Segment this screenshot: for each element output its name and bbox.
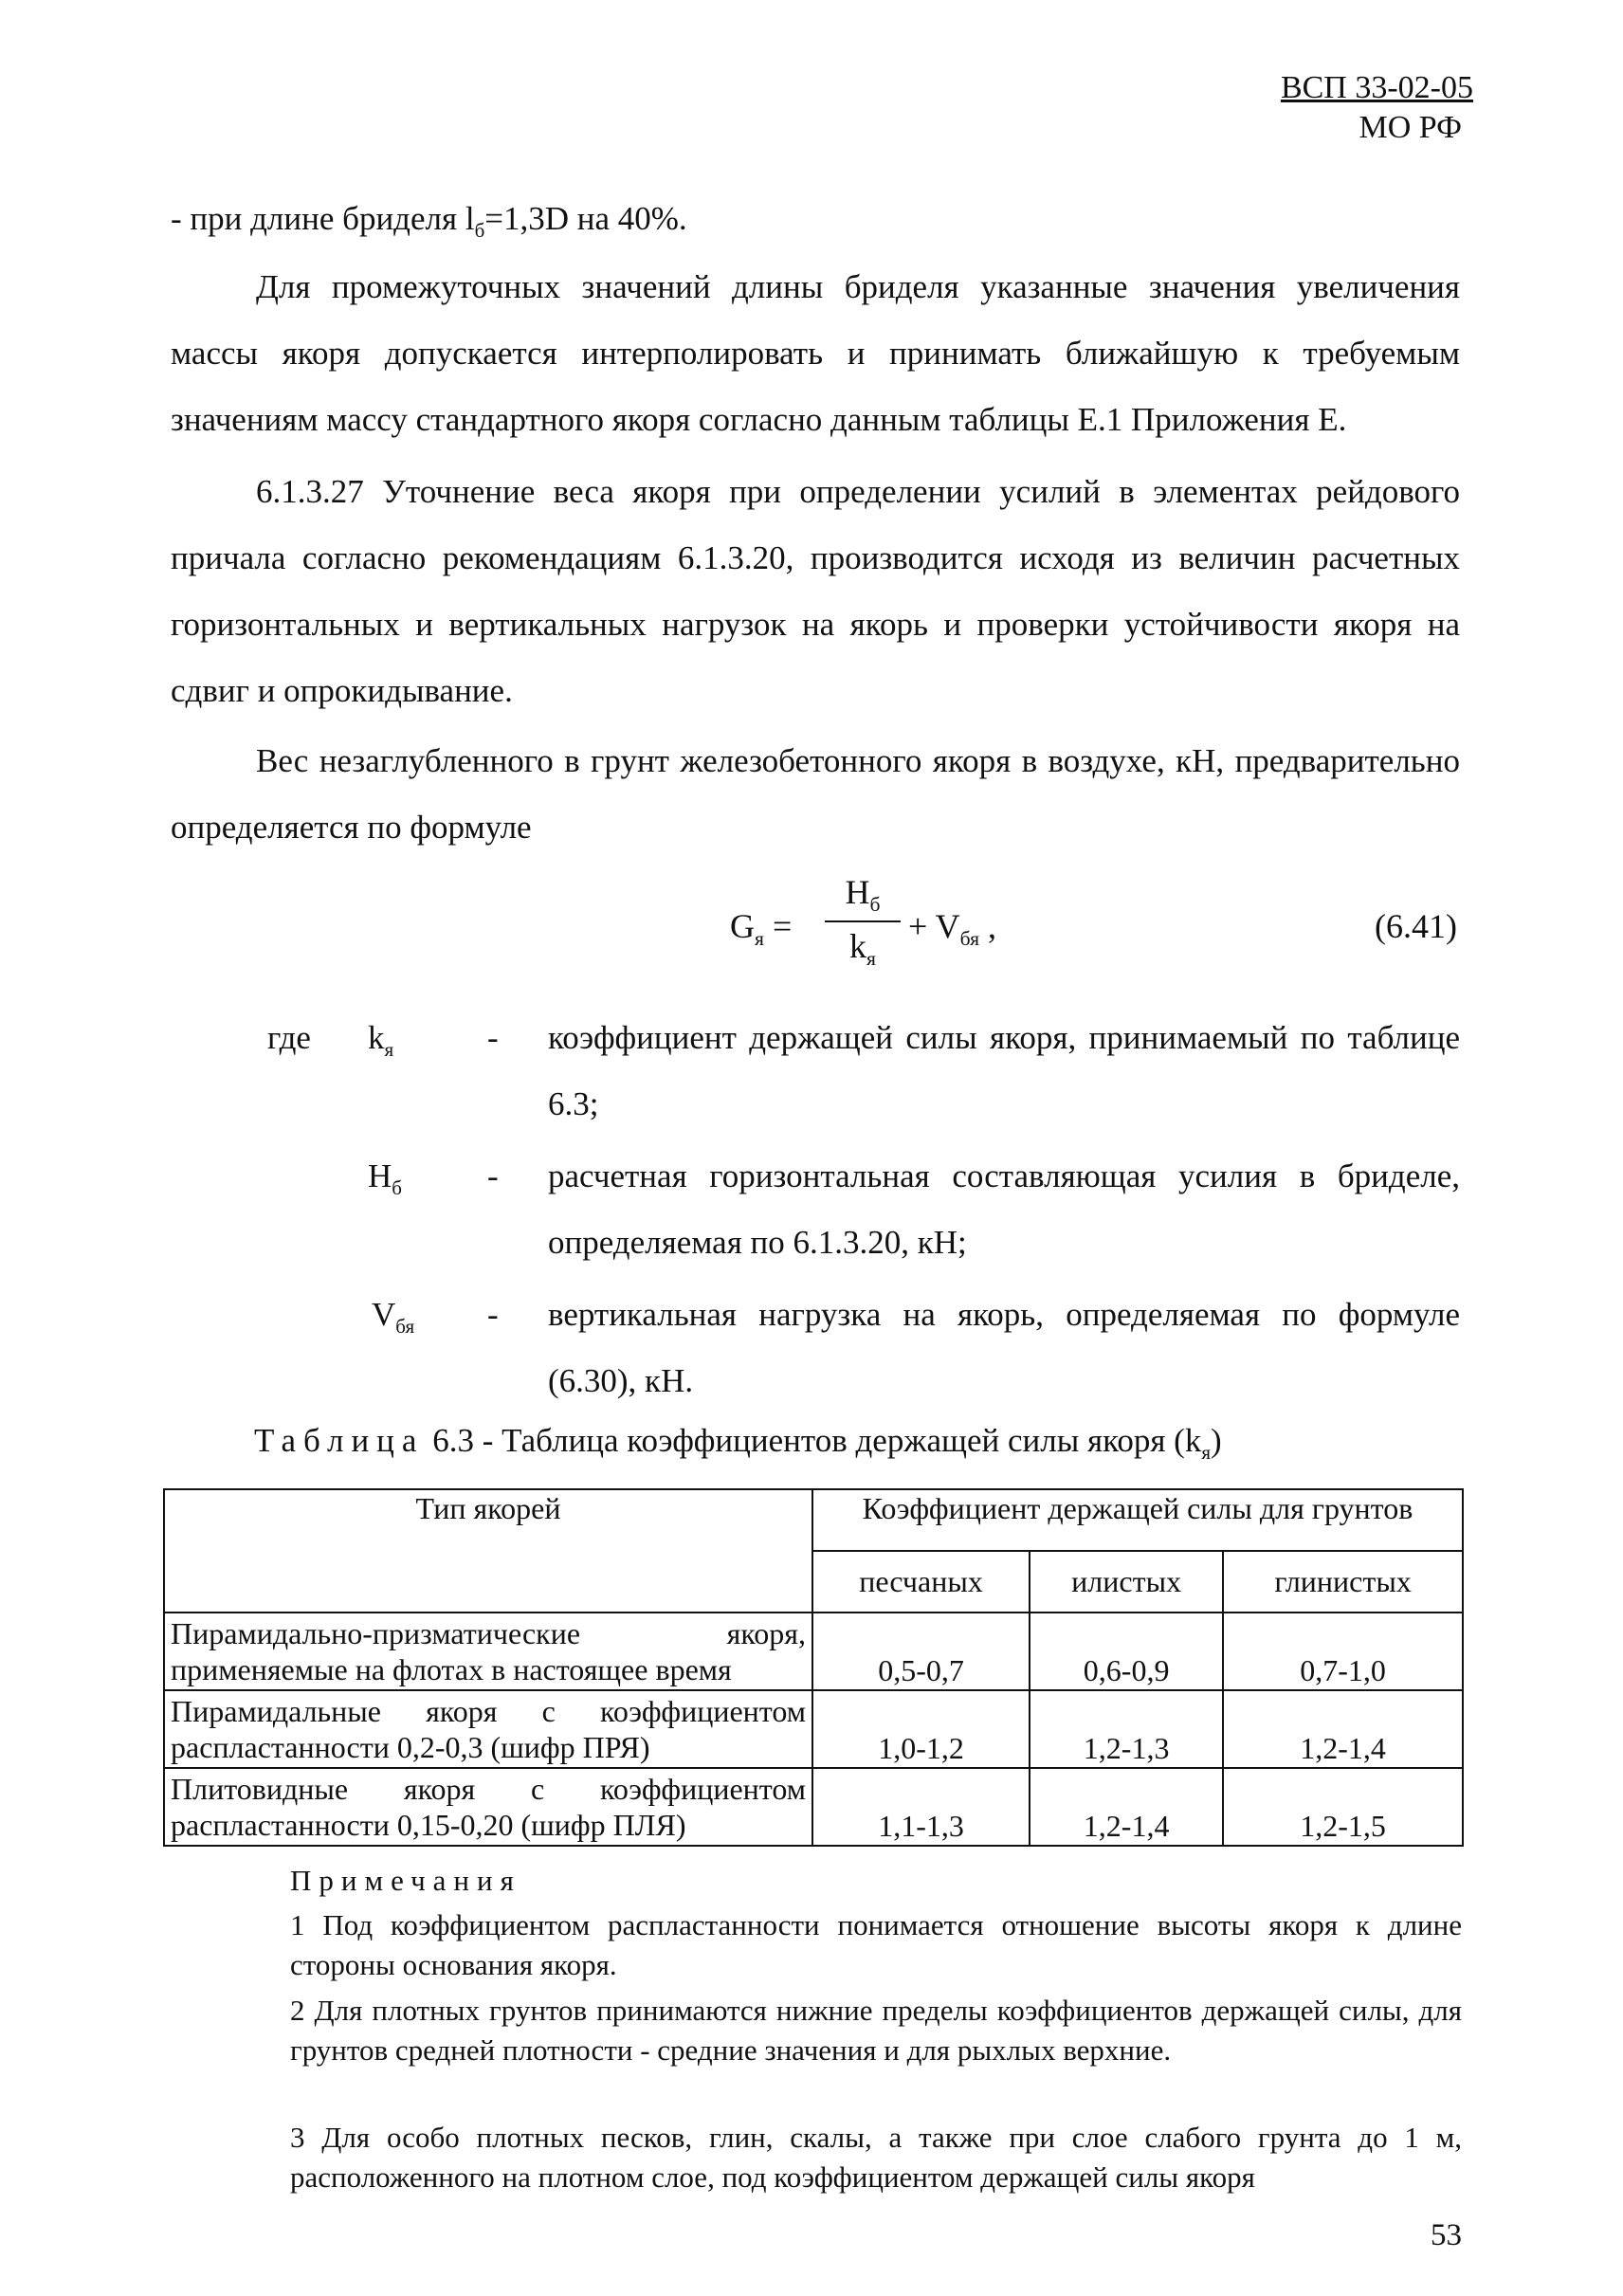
row-name: Пирамидально-призматические якоря, применяемые на флотах в настоящее время [164, 1613, 812, 1690]
header-coefficient-group: Коэффициент держащей силы для грунтов [812, 1489, 1463, 1551]
line1-text: - при длине бриделя l [171, 200, 475, 237]
anchor-coefficients-table [163, 1488, 1464, 1847]
row-name: Пирамидальные якоря с коэффициентом распластанности 0,2-0,3 (шифр ПРЯ) [164, 1690, 812, 1768]
cell-clay: 1,2-1,5 [1223, 1768, 1463, 1846]
cell-silty: 0,6-0,9 [1030, 1613, 1223, 1690]
header-anchor-type: Тип якорей [164, 1489, 812, 1613]
symbol-v: $V_{бя}$ [372, 1296, 415, 1338]
fraction-bar [825, 920, 901, 922]
table-row [164, 1768, 1463, 1846]
table-title-label: Таблица [254, 1422, 425, 1459]
formula-6-41 [730, 872, 1128, 986]
paragraph-weight-formula-intro: Вес незаглубленного в грунт железобетонного якоря в воздухе, кН, предварительно определяется по формуле [171, 742, 1460, 846]
cell-silty: 1,2-1,3 [1030, 1690, 1223, 1768]
page-number: 53 [1431, 2218, 1462, 2252]
table-title: Таблица 6.3 - Таблица коэффициентов держащей силы якоря $(k_я)$ [254, 1422, 1222, 1464]
dash-v: - [487, 1296, 499, 1333]
header-silty: илистых [1030, 1551, 1223, 1613]
definition-k: коэффициент держащей силы якоря, принимаемый по таблице 6.3; [548, 1019, 1460, 1122]
note-3: 3 Для особо плотных песков, глин, скалы, а также при слое слабого грунта до 1 м, расположенного на плотном слое, под коэффициентом держащей силы якоря [290, 2121, 1462, 2194]
paragraph-interpolation: Для промежуточных значений длины бриделя указанные значения увеличения массы якоря допускается интерполировать и принимать ближайшую к требуемым значениям массу стандартного якоря согласно данным таблицы Е.1 Приложения Е. [171, 268, 1460, 438]
line1-tail: =1,3D на 40%. [484, 200, 687, 237]
table-row [164, 1613, 1463, 1690]
dash-h: - [487, 1157, 499, 1194]
row-name: Плитовидные якоря с коэффициентом распластанности 0,15-0,20 (шифр ПЛЯ) [164, 1768, 812, 1846]
document-code: ВСП 33-02-05 [1280, 70, 1473, 105]
cell-sandy: 1,1-1,3 [812, 1768, 1030, 1846]
bridle-length-line [171, 186, 1460, 264]
notes-title: Примечания [290, 1864, 521, 1897]
cell-silty: 1,2-1,4 [1030, 1768, 1223, 1846]
formula-lhs: $G_я$ = [730, 907, 793, 951]
document-org: МО РФ [1359, 110, 1462, 145]
definition-h: расчетная горизонтальная составляющая усилия в бриделе, определяемая по 6.1.3.20, кН; [548, 1157, 1460, 1261]
header-clay: глинистых [1223, 1551, 1463, 1613]
formula-fraction [825, 872, 901, 971]
table-row [164, 1690, 1463, 1768]
note-1: 1 Под коэффициентом распластанности понимается отношение высоты якоря к длине стороны основания якоря. [290, 1908, 1462, 1981]
cell-sandy: 0,5-0,7 [812, 1613, 1030, 1690]
cell-clay: 0,7-1,0 [1223, 1613, 1463, 1690]
dash-k: - [487, 1019, 499, 1056]
where-label: где [267, 1019, 311, 1056]
formula-number: (6.41) [1375, 907, 1457, 945]
symbol-h: $H_б$ [368, 1157, 402, 1199]
symbol-k: $k_я$ [368, 1019, 394, 1061]
cell-clay: 1,2-1,4 [1223, 1690, 1463, 1768]
note-2: 2 Для плотных грунтов принимаются нижние пределы коэффициентов держащей силы, для грунтов средней плотности - средние значения и для рыхлых верхние. [290, 1994, 1462, 2067]
header-sandy: песчаных [812, 1551, 1030, 1613]
definition-v: вертикальная нагрузка на якорь, определяемая по формуле (6.30), кН. [548, 1296, 1460, 1399]
cell-sandy: 1,0-1,2 [812, 1690, 1030, 1768]
formula-denominator: $k_я$ [849, 927, 876, 971]
formula-rhs: + $V_{бя}$ , [908, 907, 997, 951]
paragraph-6-1-3-27: 6.1.3.27 Уточнение веса якоря при определении усилий в элементах рейдового причала согласно рекомендациям 6.1.3.20, производится исходя из величин расчетных горизонтальных и вертикальных нагрузок на якорь и проверки устойчивости якоря на сдвиг и опрокидывание. [171, 473, 1460, 709]
line1-sub: б [474, 219, 485, 242]
formula-numerator: $H_б$ [845, 873, 881, 917]
